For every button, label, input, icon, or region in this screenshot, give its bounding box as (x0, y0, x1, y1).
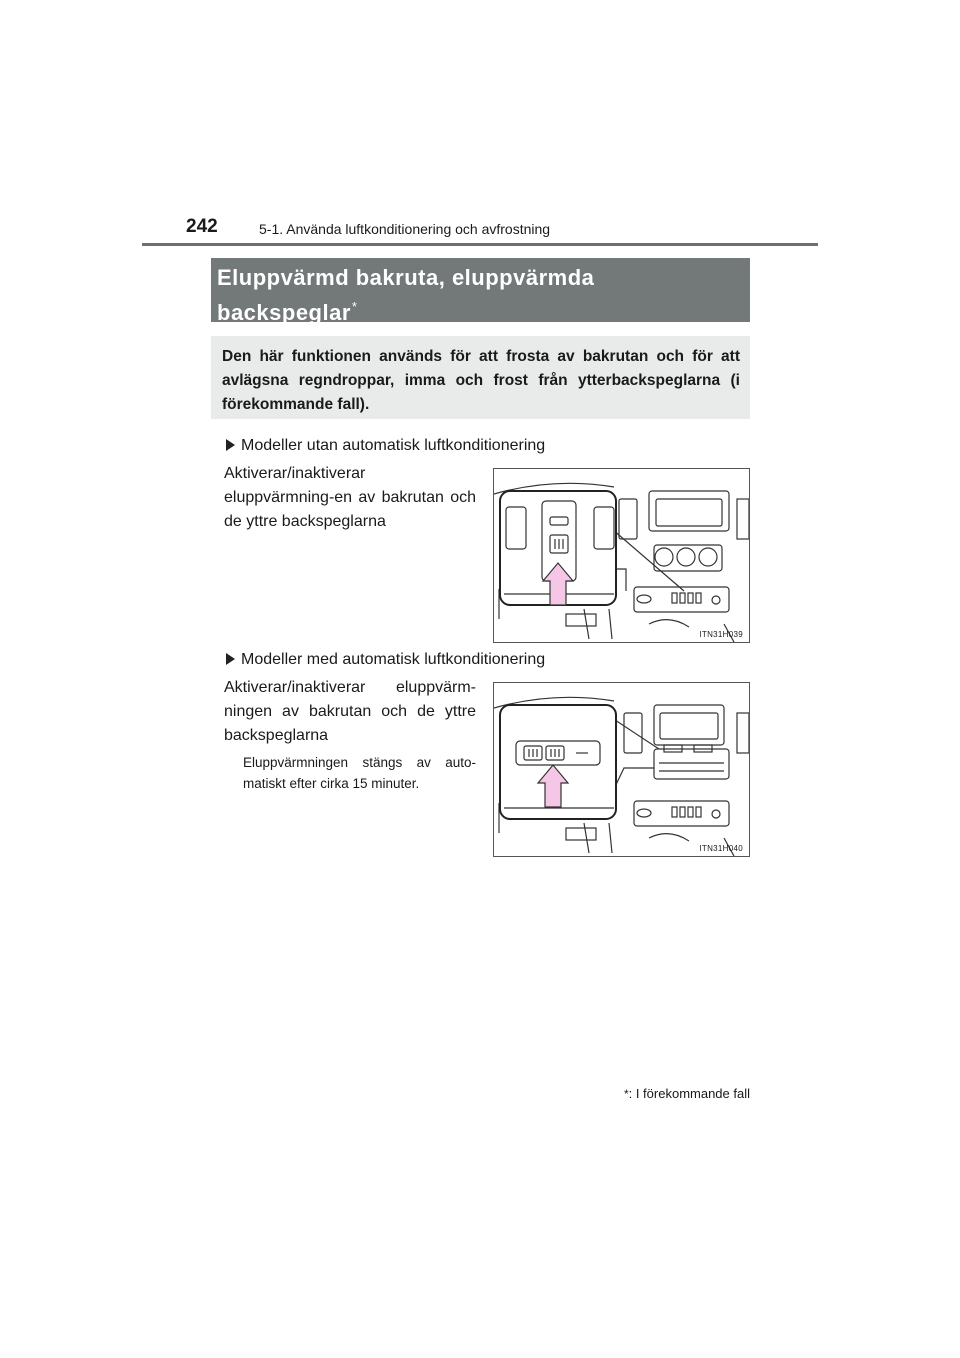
header-divider (142, 243, 818, 246)
description-manual-ac: Aktiverar/inaktiverar eluppvärmning-en av bakrutan och de yttre backspeglarna (224, 465, 476, 530)
section-header: 5-1. Använda luftkonditionering och avfrostning (259, 221, 551, 237)
section-title-box (211, 258, 750, 325)
dashboard-illustration (494, 469, 749, 642)
figure-code: ITN31H039 (699, 630, 743, 639)
footnote-asterisk: * (623, 1087, 629, 1101)
subheading-label: Modeller utan automatisk luftkonditionering (241, 437, 546, 454)
dashboard-illustration (494, 683, 749, 856)
subheading-label: Modeller med automatisk luftkonditionering (241, 651, 546, 668)
footnote (624, 1086, 750, 1101)
figure-manual-ac-dashboard (493, 468, 750, 643)
figure-code: ITN31H040 (699, 844, 743, 853)
auto-off-note: Eluppvärmningen stängs av auto-matiskt efter cirka 15 minuter. (243, 755, 476, 791)
title-asterisk: * (351, 299, 358, 314)
section-title: Eluppvärmd bakruta, eluppvärmda backspeglar (217, 265, 595, 325)
description-auto-ac: Aktiverar/inaktiverar eluppvärm-ningen av bakrutan och de yttre backspeglarna (224, 679, 476, 744)
triangle-bullet-icon (226, 653, 235, 665)
intro-text: Den här funktionen används för att frosta av bakrutan och för att avlägsna regndroppar, imma och frost från ytterbackspeglarna (i förekommande fall). (211, 336, 750, 419)
figure-auto-ac-dashboard (493, 682, 750, 857)
footnote-text: : I förekommande fall (628, 1086, 750, 1101)
triangle-bullet-icon (226, 439, 235, 451)
subheading-manual-ac (226, 437, 545, 455)
page-number: 242 (186, 216, 218, 237)
subheading-auto-ac (226, 651, 545, 669)
